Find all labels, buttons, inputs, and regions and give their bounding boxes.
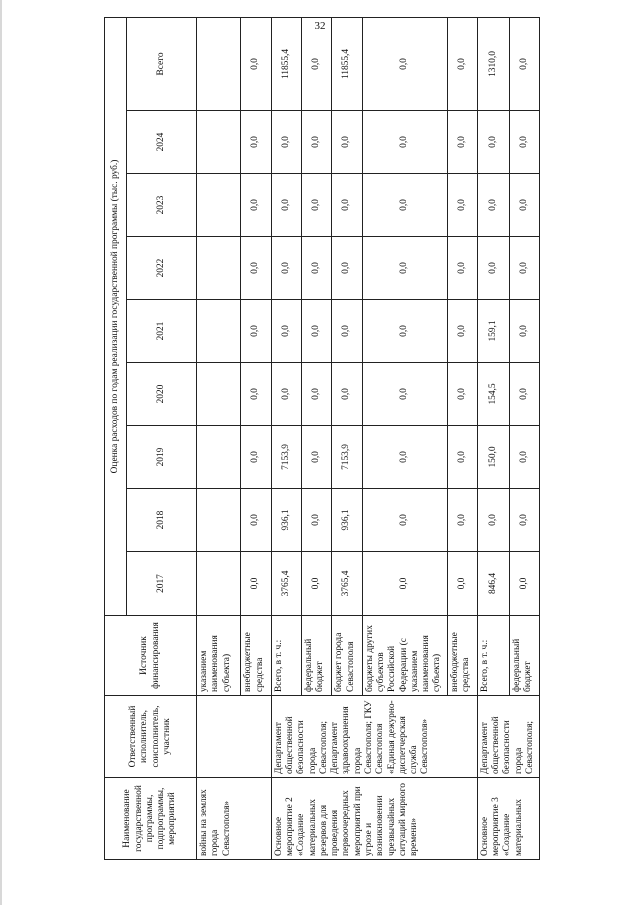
cell-value <box>197 552 241 616</box>
cell-value: 0,0 <box>362 174 447 237</box>
cell-value: 0,0 <box>447 552 477 616</box>
cell-value: 0,0 <box>241 426 271 489</box>
table-row <box>477 17 509 859</box>
cell-source: внебюджетные средства <box>447 616 477 696</box>
cell-name: Основное мероприятие 2 «Создание материальных резервов для проведения первоочередных мероприятий при угрозе и возникновении чрезвычайных ситуаций мирного времени» <box>271 778 477 860</box>
cell-total: 0,0 <box>362 17 447 110</box>
cell-total <box>197 17 241 110</box>
cell-total: 11855,4 <box>271 17 301 110</box>
expenses-table <box>104 17 540 860</box>
cell-executor <box>197 696 272 778</box>
cell-source: федеральный бюджет <box>509 616 539 696</box>
cell-value: 0,0 <box>302 552 332 616</box>
cell-source: бюджет города Севастополя <box>332 616 362 696</box>
cell-value: 0,0 <box>362 363 447 426</box>
cell-value <box>197 300 241 363</box>
cell-value: 0,0 <box>447 237 477 300</box>
cell-value: 0,0 <box>509 174 539 237</box>
cell-value: 0,0 <box>362 426 447 489</box>
cell-value <box>197 111 241 174</box>
cell-value: 0,0 <box>332 174 362 237</box>
cell-value: 7153,9 <box>332 426 362 489</box>
cell-value: 0,0 <box>241 111 271 174</box>
cell-value: 0,0 <box>332 300 362 363</box>
cell-value <box>197 489 241 552</box>
cell-value: 0,0 <box>362 552 447 616</box>
cell-value: 0,0 <box>447 489 477 552</box>
cell-value: 0,0 <box>509 300 539 363</box>
cell-value: 0,0 <box>477 489 509 552</box>
cell-value: 150,0 <box>477 426 509 489</box>
cell-value: 0,0 <box>509 363 539 426</box>
cell-value: 0,0 <box>447 111 477 174</box>
cell-name: войны на землях города Севастополя» <box>197 778 272 860</box>
cell-value: 0,0 <box>302 174 332 237</box>
cell-value: 0,0 <box>509 111 539 174</box>
cell-total: 0,0 <box>509 17 539 110</box>
cell-source: Всего, в т. ч.: <box>477 616 509 696</box>
cell-value: 0,0 <box>271 111 301 174</box>
cell-value: 936,1 <box>271 489 301 552</box>
cell-value: 3765,4 <box>271 552 301 616</box>
cell-value: 7153,9 <box>271 426 301 489</box>
cell-value: 3765,4 <box>332 552 362 616</box>
cell-source: указанием наименования субъекта) <box>197 616 241 696</box>
cell-source: федеральный бюджет <box>302 616 332 696</box>
cell-value <box>197 174 241 237</box>
cell-value: 159,1 <box>477 300 509 363</box>
cell-value: 0,0 <box>332 111 362 174</box>
cell-value: 0,0 <box>241 489 271 552</box>
cell-value: 0,0 <box>362 300 447 363</box>
cell-value: 0,0 <box>509 237 539 300</box>
cell-total: 11855,4 <box>332 17 362 110</box>
cell-value: 0,0 <box>271 237 301 300</box>
cell-value: 0,0 <box>362 489 447 552</box>
cell-value: 0,0 <box>302 426 332 489</box>
cell-value: 0,0 <box>362 111 447 174</box>
cell-value: 0,0 <box>302 489 332 552</box>
header-group: Оценка расходов по годам реализации государственной программы (тыс. руб.) <box>105 17 127 615</box>
header-year: 2018 <box>127 489 197 552</box>
cell-value <box>197 237 241 300</box>
cell-value: 0,0 <box>447 426 477 489</box>
cell-value: 0,0 <box>509 489 539 552</box>
header-year: 2021 <box>127 300 197 363</box>
header-total: Всего <box>127 17 197 110</box>
cell-value: 0,0 <box>447 174 477 237</box>
cell-value: 0,0 <box>271 300 301 363</box>
table-row <box>271 17 301 859</box>
cell-value: 0,0 <box>332 237 362 300</box>
cell-value: 0,0 <box>447 300 477 363</box>
cell-value: 0,0 <box>509 426 539 489</box>
cell-name: Основное мероприятие 3 «Создание материальных <box>477 778 539 860</box>
cell-total: 0,0 <box>302 17 332 110</box>
cell-executor: Департамент общественной безопасности города Севастополя; Департамент здравоохранения города Севастополя; ГКУ Севастополя «Единая дежурно-диспетчерская служба Севастополя» <box>271 696 477 778</box>
header-year: 2022 <box>127 237 197 300</box>
header-year: 2020 <box>127 363 197 426</box>
cell-value: 846,4 <box>477 552 509 616</box>
cell-value: 0,0 <box>332 363 362 426</box>
cell-value: 0,0 <box>447 363 477 426</box>
header-executor: Ответственный исполнитель, соисполнитель, участник <box>105 696 197 778</box>
header-year: 2024 <box>127 111 197 174</box>
cell-total: 0,0 <box>447 17 477 110</box>
table-row <box>197 17 241 859</box>
cell-value: 0,0 <box>271 363 301 426</box>
cell-value: 936,1 <box>332 489 362 552</box>
cell-total: 1310,0 <box>477 17 509 110</box>
page-number: 32 <box>314 20 326 32</box>
cell-source: бюджеты других субъектов Российской Федерации (с указанием наименования субъекта) <box>362 616 447 696</box>
header-name: Наименование государственной программы, подпрограммы, мероприятий <box>105 778 197 860</box>
cell-value: 0,0 <box>241 363 271 426</box>
cell-source: Всего, в т. ч.: <box>271 616 301 696</box>
header-year: 2023 <box>127 174 197 237</box>
header-source: Источник финансирования <box>105 616 197 696</box>
cell-value: 0,0 <box>362 237 447 300</box>
header-year: 2017 <box>127 552 197 616</box>
cell-value: 0,0 <box>509 552 539 616</box>
cell-value: 0,0 <box>477 174 509 237</box>
cell-value: 0,0 <box>302 363 332 426</box>
cell-executor: Департамент общественной безопасности города Севастополя; <box>477 696 539 778</box>
cell-value: 0,0 <box>477 111 509 174</box>
cell-value: 0,0 <box>241 237 271 300</box>
cell-value: 0,0 <box>477 237 509 300</box>
cell-value: 0,0 <box>271 174 301 237</box>
cell-value <box>197 363 241 426</box>
cell-value: 0,0 <box>302 237 332 300</box>
cell-value: 0,0 <box>241 174 271 237</box>
cell-value: 154,5 <box>477 363 509 426</box>
cell-value: 0,0 <box>241 300 271 363</box>
cell-source: внебюджетные средства <box>241 616 271 696</box>
cell-value <box>197 426 241 489</box>
header-year: 2019 <box>127 426 197 489</box>
cell-value: 0,0 <box>241 552 271 616</box>
rotated-table-container <box>104 48 540 860</box>
scan-edge <box>0 0 2 905</box>
cell-value: 0,0 <box>302 300 332 363</box>
cell-total: 0,0 <box>241 17 271 110</box>
cell-value: 0,0 <box>302 111 332 174</box>
